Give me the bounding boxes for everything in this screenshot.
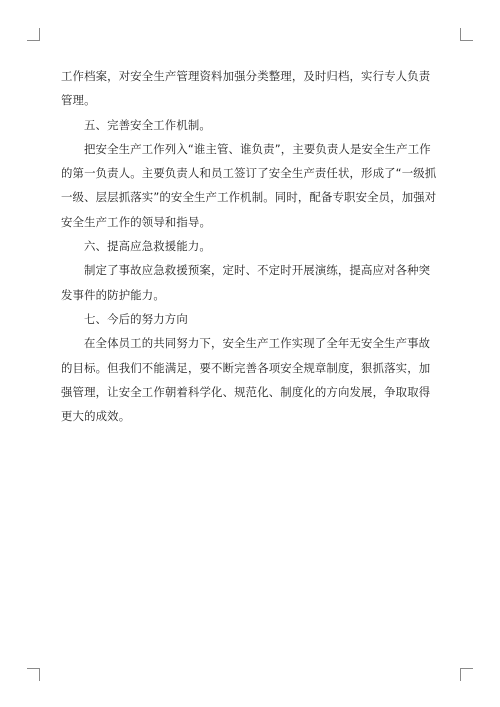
crop-mark-bottom-left bbox=[27, 668, 40, 681]
crop-mark-top-left bbox=[27, 28, 40, 41]
crop-mark-bottom-right bbox=[460, 668, 473, 681]
crop-mark-top-right bbox=[460, 28, 473, 41]
section-heading-5: 五、完善安全工作机制。 bbox=[84, 117, 211, 132]
paragraph-continuation: 工作档案，对安全生产管理资料加强分类整理，及时归档，实行专人负责管理。 bbox=[61, 69, 431, 108]
paragraph-emergency: 制定了事故应急救援预案，定时、不定时开展演练，提高应对各种突发事件的防护能力。 bbox=[61, 263, 431, 302]
paragraph-future: 在全体员工的共同努力下，安全生产工作实现了全年无安全生产事故的目标。但我们不能满足，要不断完善各项安全规章制度，狠抓落实，加强管理，让安全工作朝着科学化、规范化、制度化的方向发展，争取取得更大的成效。 bbox=[61, 336, 431, 424]
document-body bbox=[61, 64, 441, 428]
paragraph-mechanism: 把安全生产工作列入“谁主管、谁负责”，主要负责人是安全生产工作的第一负责人。主要负责人和员工签订了安全生产责任状，形成了“一级抓一级、层层抓落实”的安全生产工作机制。同时，配备专职安全员，加强对安全生产工作的领导和指导。 bbox=[61, 141, 437, 229]
section-heading-7: 七、今后的努力方向 bbox=[84, 311, 188, 326]
section-heading-6: 六、提高应急救援能力。 bbox=[84, 239, 211, 254]
